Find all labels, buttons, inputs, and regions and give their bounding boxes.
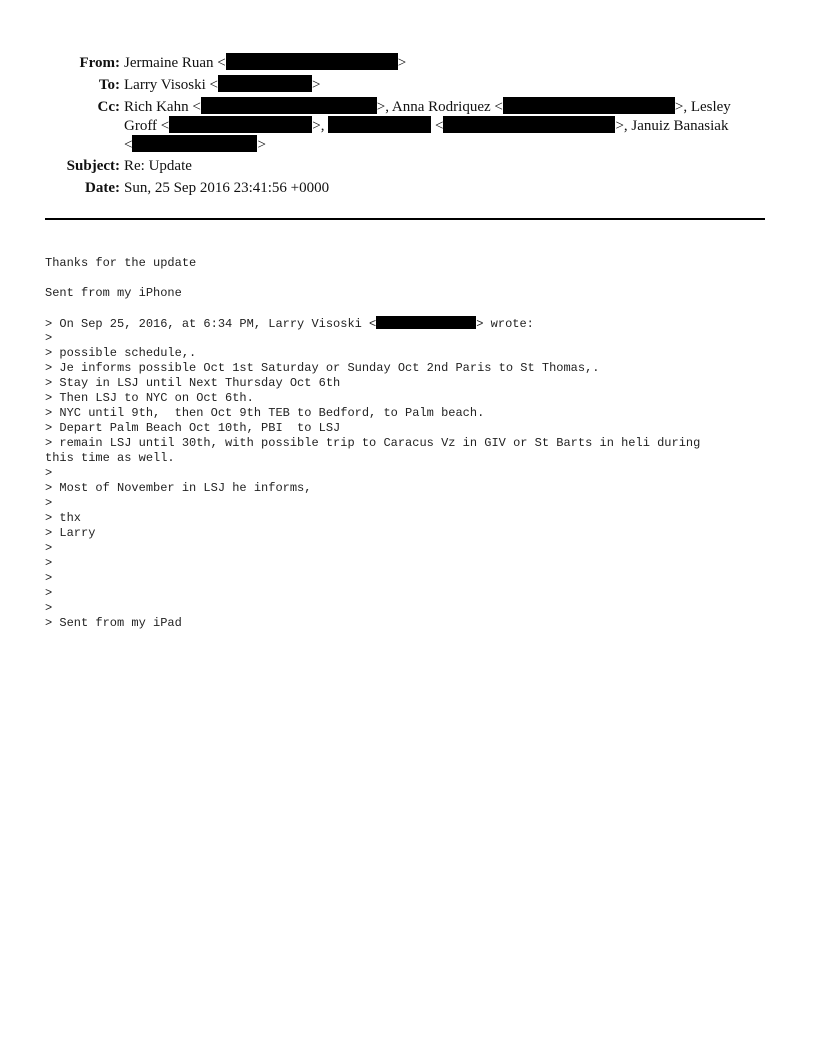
quoted-line: > [45, 331, 53, 345]
cc-lesley: >, Lesley [674, 99, 731, 115]
cc-comma: >, [312, 118, 329, 134]
quoted-line: > NYC until 9th, then Oct 9th TEB to Bedford, to Palm beach. [45, 406, 485, 420]
cc-close: > [257, 137, 266, 153]
body-line: Sent from my iPhone [45, 286, 182, 300]
message-body [45, 241, 775, 646]
redaction-box [226, 53, 398, 70]
attribution-text: > On Sep 25, 2016, at 6:34 PM, Larry Visoski < [45, 317, 377, 331]
quoted-line: > Depart Palm Beach Oct 10th, PBI to LSJ [45, 421, 341, 435]
cc-januiz: >, Januiz Banasiak [615, 118, 729, 134]
quoted-line: > possible schedule,. [45, 346, 197, 360]
redaction-box [443, 116, 615, 133]
cc-value-line-1 [124, 97, 731, 117]
quoted-line: > Je informs possible Oct 1st Saturday or Sunday Oct 2nd Paris to St Thomas,. [45, 361, 600, 375]
to-value [124, 75, 320, 95]
redaction-box [328, 116, 431, 133]
quoted-line: > Most of November in LSJ he informs, [45, 481, 312, 495]
from-label: From: [79, 55, 120, 71]
cc-value-line-3 [124, 135, 266, 155]
quoted-line: > Then LSJ to NYC on Oct 6th. [45, 391, 254, 405]
quoted-line: > Stay in LSJ until Next Thursday Oct 6th [45, 376, 341, 390]
cc-groff: Groff < [124, 118, 170, 134]
attribution-wrote: > wrote: [476, 317, 534, 331]
redaction-box [376, 316, 476, 329]
date-value: Sun, 25 Sep 2016 23:41:56 +0000 [124, 180, 330, 196]
subject-label: Subject: [66, 158, 120, 174]
from-close: > [397, 55, 407, 71]
cc-lt: < [431, 118, 444, 134]
cc-lt2: < [124, 137, 133, 153]
redaction-box [218, 75, 312, 92]
quoted-line: > Larry [45, 526, 96, 540]
quoted-line: this time as well. [45, 451, 175, 465]
redaction-box [169, 116, 312, 133]
quoted-line: > [45, 571, 53, 585]
subject-value: Re: Update [124, 158, 192, 174]
blank-line [45, 271, 775, 286]
from-name: Jermaine Ruan < [124, 55, 226, 71]
quoted-line: > remain LSJ until 30th, with possible trip to Caracus Vz in GIV or St Barts in heli during [45, 436, 701, 450]
to-label: To: [98, 77, 120, 93]
quoted-line: > [45, 601, 53, 615]
quoted-line: > [45, 586, 53, 600]
quoted-line: > thx [45, 511, 82, 525]
quoted-line: > [45, 466, 53, 480]
date-label: Date: [85, 180, 120, 196]
body-line: Thanks for the update [45, 256, 197, 270]
quoted-line: > Sent from my iPad [45, 616, 182, 630]
cc-rich: Rich Kahn < [124, 99, 201, 115]
redaction-box [201, 97, 377, 114]
quoted-line: > [45, 541, 53, 555]
quoted-line: > [45, 556, 53, 570]
cc-label: Cc: [97, 99, 120, 115]
to-name: Larry Visoski < [124, 77, 218, 93]
quoted-line: > [45, 496, 53, 510]
redaction-box [503, 97, 675, 114]
cc-anna: >, Anna Rodriquez < [376, 99, 503, 115]
blank-line [45, 301, 775, 316]
redaction-box [132, 135, 257, 152]
cc-value-line-2 [124, 116, 728, 136]
header-divider [45, 218, 765, 220]
quoted-attribution [45, 316, 775, 331]
to-close: > [311, 77, 321, 93]
from-value [124, 53, 406, 73]
